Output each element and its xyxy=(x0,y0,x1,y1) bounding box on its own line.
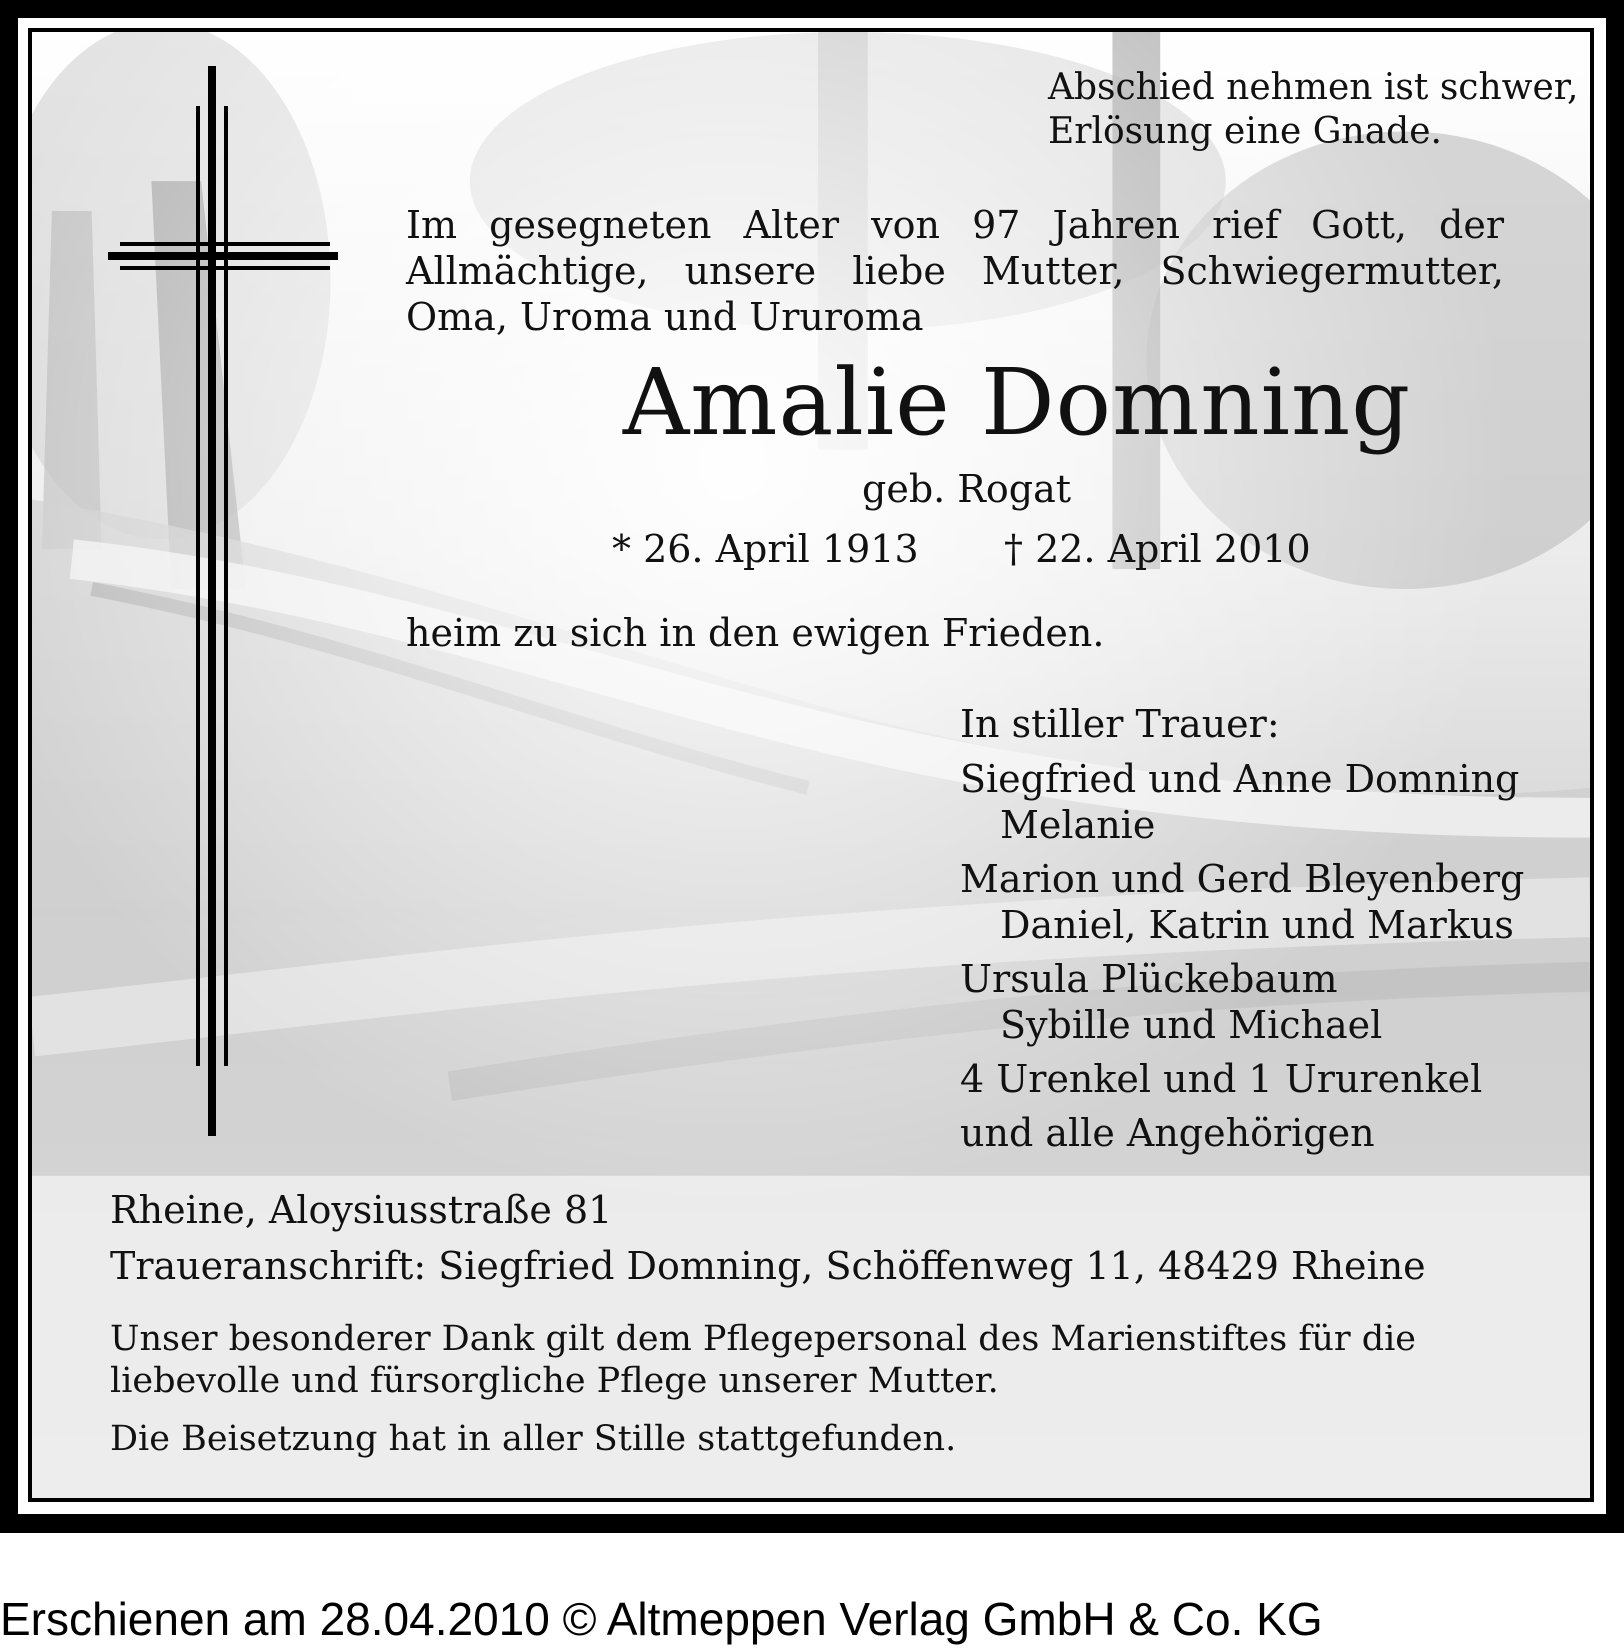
mourners-list xyxy=(960,700,1525,1156)
death-date: † 22. April 2010 xyxy=(1004,527,1311,571)
thanks-note: Unser besonderer Dank gilt dem Pflegepersonal des Marienstiftes für die liebevolle und fürsorgliche Pflege unserer Mutter. xyxy=(110,1319,1417,1401)
motto-line-1: Abschied nehmen ist schwer, xyxy=(1048,67,1579,108)
deceased-name: Amalie Domning xyxy=(622,349,1412,456)
mourning-address: Traueranschrift: Siegfried Domning, Schöffenweg 11, 48429 Rheine xyxy=(110,1244,1426,1288)
maiden-name: geb. Rogat xyxy=(862,467,1072,511)
mourner-family-sub: Melanie xyxy=(1000,803,1156,847)
intro-tail-text: heim zu sich in den ewigen Frieden. xyxy=(406,611,1105,655)
mourner-family-sub: Daniel, Katrin und Markus xyxy=(1000,903,1514,947)
motto-verse xyxy=(1048,66,1578,154)
cross-icon xyxy=(108,66,348,1136)
mourners-heading: In stiller Trauer: xyxy=(960,702,1280,746)
mourner-family-main: Ursula Plückebaum xyxy=(960,957,1338,1001)
residence-address: Rheine, Aloysiusstraße 81 xyxy=(110,1188,613,1232)
motto-line-2: Erlösung eine Gnade. xyxy=(1048,111,1442,152)
publication-footer: Erschienen am 28.04.2010 © Altmeppen Verlag GmbH & Co. KG xyxy=(0,1593,1323,1645)
birth-date: * 26. April 1913 xyxy=(612,527,919,571)
mourner-all-relatives: und alle Angehörigen xyxy=(960,1111,1375,1155)
funeral-note: Die Beisetzung hat in aller Stille stattgefunden. xyxy=(110,1419,957,1459)
mourner-family-main: Marion und Gerd Bleyenberg xyxy=(960,857,1525,901)
mourner-family-sub: Sybille und Michael xyxy=(1000,1003,1383,1047)
mourner-great-grandchildren: 4 Urenkel und 1 Ururenkel xyxy=(960,1057,1483,1101)
mourner-family-main: Siegfried und Anne Domning xyxy=(960,757,1520,801)
address-block xyxy=(110,1182,1426,1294)
intro-text: Im gesegneten Alter von 97 Jahren rief Gott, der Allmächtige, unsere liebe Mutter, Schwiegermutter, Oma, Uroma und Ururoma xyxy=(406,203,1504,339)
